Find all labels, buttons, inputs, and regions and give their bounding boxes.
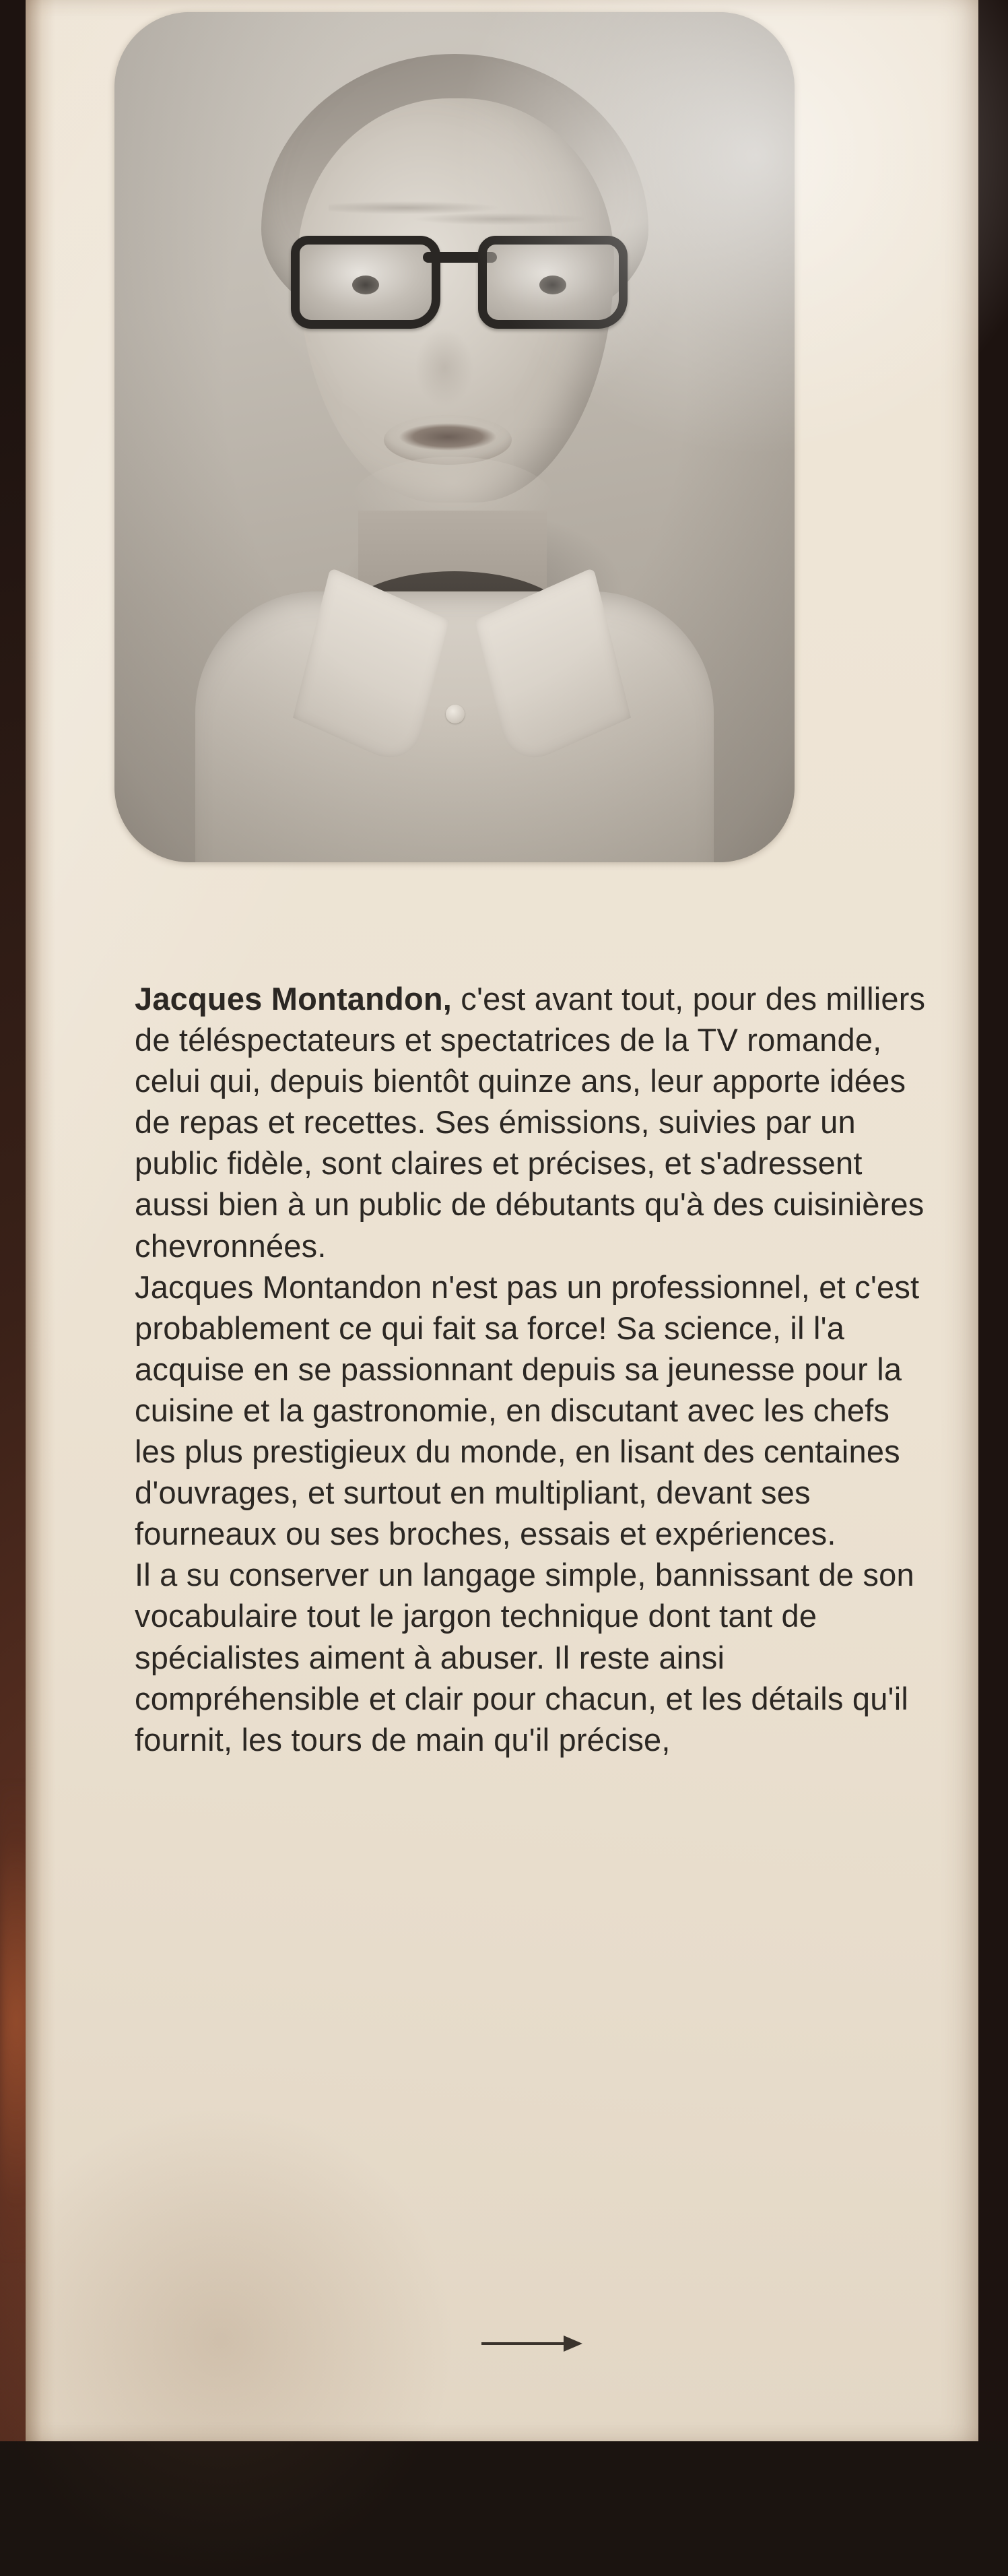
continuation-row: [135, 2332, 929, 2355]
paragraph-2: Jacques Montandon n'est pas un professionnel, et c'est probablement ce qui fait sa force! Sa science, il l'a acquise en se passionnant depuis sa jeunesse pour la cuisine et la gastronomie, en discutant avec les chefs les plus prestigieux du monde, en lisant des centaines d'ouvrages, et surtout en multipliant, devant ses fourneaux ou ses broches, essais et expériences.: [135, 1268, 920, 1552]
book-page: [26, 0, 978, 2441]
portrait-image: [114, 12, 795, 862]
portrait-photo: [114, 12, 795, 862]
paragraph-1-text: c'est avant tout, pour des milliers de téléspectateurs et spectatrices de la TV romande, celui qui, depuis bientôt quinze ans, leur apporte idées de repas et recettes. Ses émissions, suivies par un public fidèle, sont claires et précises, et s'adressent aussi bien à un public de débutants qu'à des cuisinières chevronnées.: [135, 981, 926, 1264]
body-text: [135, 978, 929, 1760]
paragraph-1: [135, 978, 929, 1266]
paragraph-3: Il a su conserver un langage simple, bannissant de son vocabulaire tout le jargon technique dont tant de spécialistes aiment à abuser. Il reste ainsi compréhensible et clair pour chacun, et les détails qu'il fournit, les tours de main qu'il précise,: [135, 1557, 914, 1758]
page-gutter-shadow: [26, 0, 55, 2441]
portrait-vignette: [114, 12, 795, 862]
arrow-right-icon: [481, 2332, 582, 2355]
lead-name: Jacques Montandon,: [135, 981, 452, 1017]
